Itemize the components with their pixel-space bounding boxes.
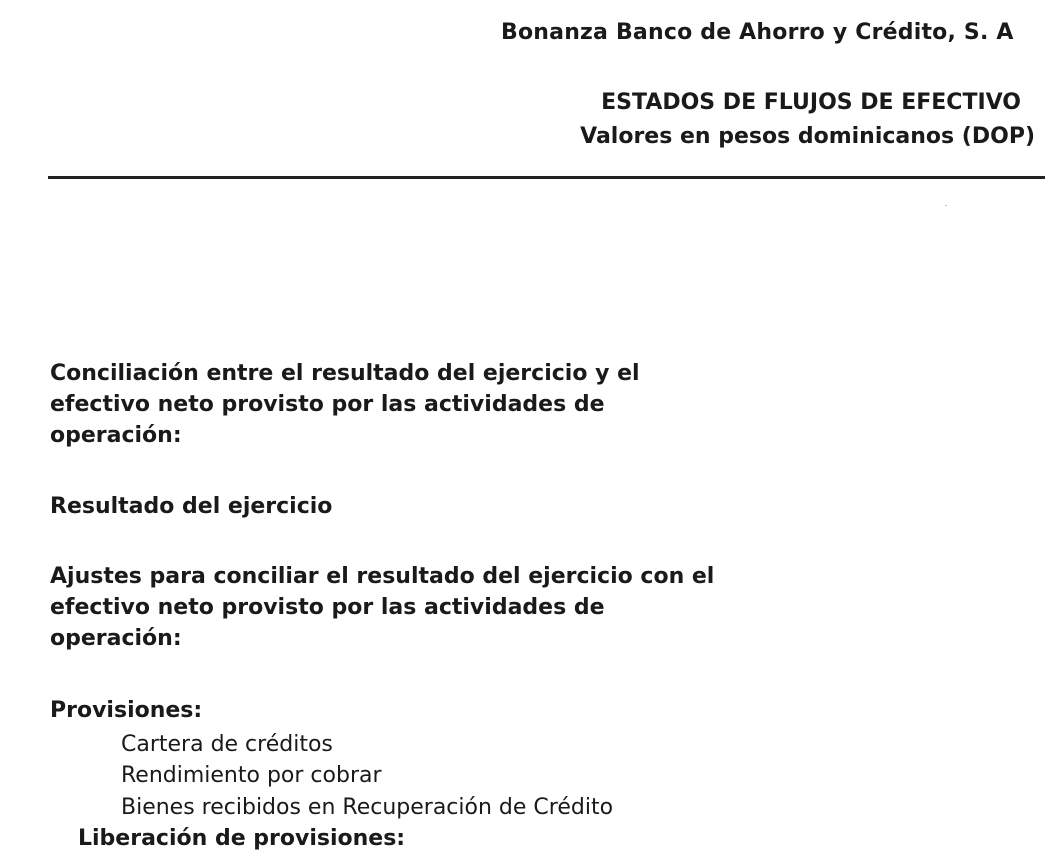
ajustes-line: operación: bbox=[50, 626, 182, 651]
conciliacion-heading bbox=[50, 358, 640, 451]
bank-name: Bonanza Banco de Ahorro y Crédito, S. A bbox=[501, 20, 1014, 45]
conciliacion-line: Conciliación entre el resultado del ejercicio y el bbox=[50, 361, 640, 386]
ajustes-line: Ajustes para conciliar el resultado del ejercicio con el bbox=[50, 564, 715, 589]
header-divider bbox=[48, 176, 1045, 179]
liberacion-heading: Liberación de provisiones: bbox=[78, 826, 406, 851]
provision-item-rendimiento: Rendimiento por cobrar bbox=[121, 763, 382, 788]
provision-item-cartera: Cartera de créditos bbox=[121, 732, 333, 757]
ajustes-heading bbox=[50, 561, 714, 654]
provision-item-bienes: Bienes recibidos en Recuperación de Crédito bbox=[121, 795, 614, 820]
statement-title: ESTADOS DE FLUJOS DE EFECTIVO bbox=[601, 90, 1021, 115]
currency-note: Valores en pesos dominicanos (DOP) bbox=[580, 124, 1035, 149]
scan-speck bbox=[945, 205, 947, 206]
conciliacion-line: efectivo neto provisto por las actividades de bbox=[50, 392, 605, 417]
ajustes-line: efectivo neto provisto por las actividades de bbox=[50, 595, 605, 620]
provisiones-heading: Provisiones: bbox=[50, 698, 203, 723]
conciliacion-line: operación: bbox=[50, 423, 182, 448]
resultado-del-ejercicio: Resultado del ejercicio bbox=[50, 494, 333, 519]
